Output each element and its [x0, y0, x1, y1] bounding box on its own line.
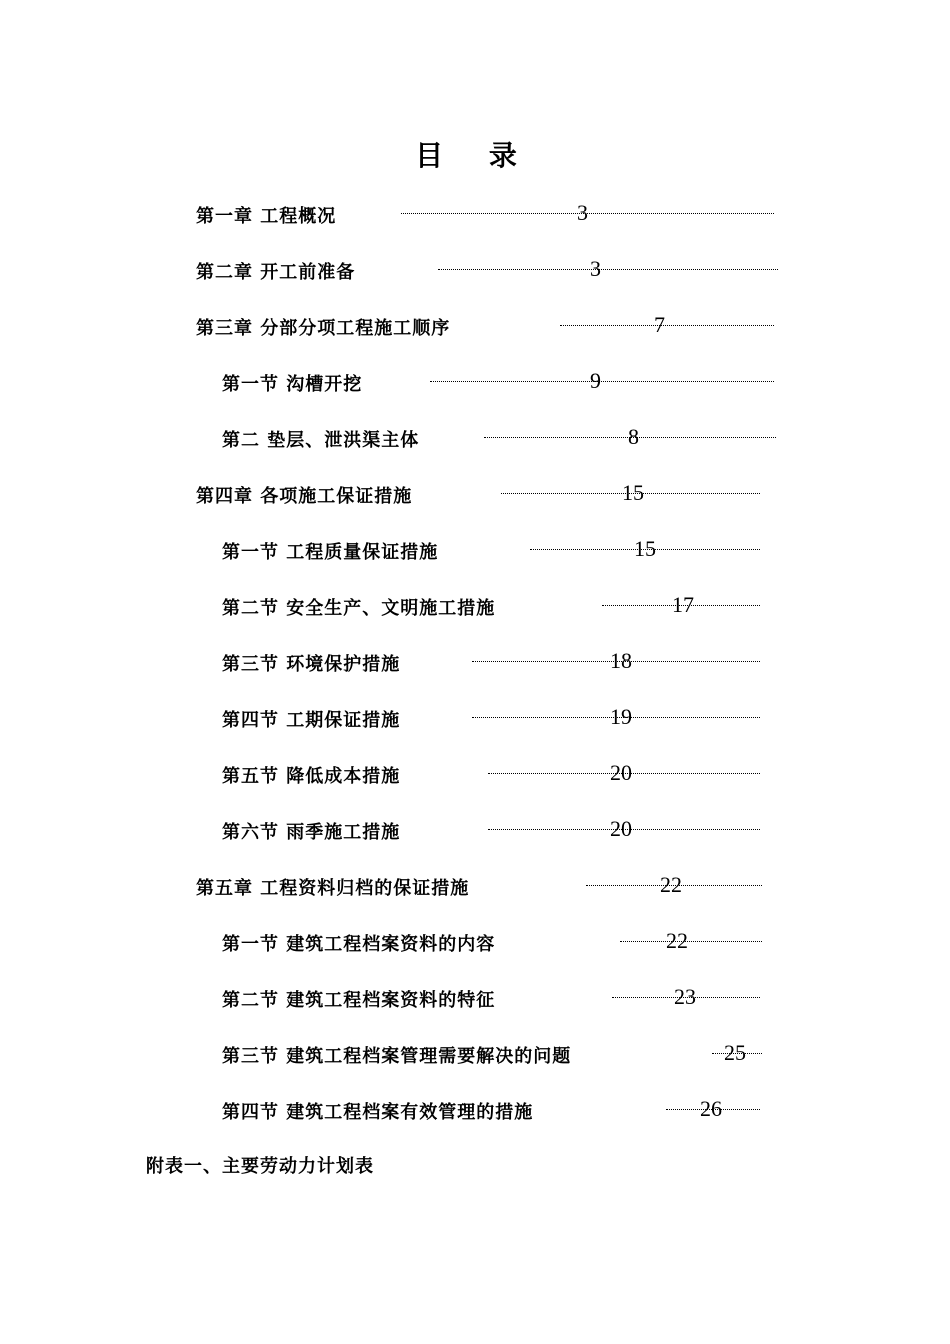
toc-entry-label: 第三章 分部分项工程施工顺序 [196, 318, 451, 339]
toc-entry-label: 第四节 工期保证措施 [222, 710, 401, 731]
toc-entry[interactable] [222, 644, 762, 680]
toc-entry-label: 第一节 工程质量保证措施 [222, 542, 439, 563]
toc-entry[interactable] [222, 700, 762, 736]
toc-entry-label: 第一节 沟槽开挖 [222, 374, 363, 395]
toc-title: 目 录 [415, 139, 535, 172]
toc-entry-page: 15 [622, 480, 644, 505]
toc-entry-label: 第五节 降低成本措施 [222, 766, 401, 787]
toc-entry[interactable] [222, 924, 764, 960]
toc-entry-page: 22 [666, 928, 688, 953]
toc-entry[interactable] [222, 756, 762, 792]
toc-entry[interactable] [222, 1036, 764, 1072]
toc-entry-page: 20 [610, 760, 632, 785]
toc-entry-page: 22 [660, 872, 682, 897]
toc-leader-dots [438, 269, 778, 270]
toc-entry[interactable] [196, 196, 776, 232]
toc-entry-page: 3 [577, 200, 588, 225]
toc-entry-page: 9 [590, 368, 601, 393]
toc-entry-label: 第一节 建筑工程档案资料的内容 [222, 934, 496, 955]
toc-entry-page: 7 [654, 312, 665, 337]
toc-entry[interactable] [222, 420, 778, 456]
toc-entry-page: 3 [590, 256, 601, 281]
toc-entry-page: 17 [672, 592, 694, 617]
toc-entry-label: 第四节 建筑工程档案有效管理的措施 [222, 1102, 534, 1123]
toc-entry-label: 第三节 建筑工程档案管理需要解决的问题 [222, 1046, 572, 1067]
toc-entry[interactable] [196, 868, 764, 904]
toc-entry-label: 第二 垫层、泄洪渠主体 [222, 430, 420, 451]
toc-entry[interactable] [196, 476, 762, 512]
toc-entry[interactable] [222, 364, 776, 400]
toc-entry-label: 第二节 建筑工程档案资料的特征 [222, 990, 496, 1011]
toc-leader-dots [560, 325, 774, 326]
toc-entry-label: 第四章 各项施工保证措施 [196, 486, 413, 507]
toc-entry-label: 第三节 环境保护措施 [222, 654, 401, 675]
toc-entry[interactable] [196, 252, 778, 288]
toc-entry-page: 26 [700, 1096, 722, 1121]
toc-entry-page: 18 [610, 648, 632, 673]
toc-entry[interactable] [222, 588, 762, 624]
toc-leader-dots [620, 941, 762, 942]
toc-entry-label: 第二章 开工前准备 [196, 262, 356, 283]
toc-entry[interactable] [222, 1092, 762, 1128]
toc-entry-page: 23 [674, 984, 696, 1009]
toc-entry-page: 25 [724, 1040, 746, 1065]
toc-entry-label: 第六节 雨季施工措施 [222, 822, 401, 843]
toc-leader-dots [430, 381, 774, 382]
toc-entry-label: 第一章 工程概况 [196, 206, 337, 227]
appendix-entry[interactable]: 附表一、主要劳动力计划表 [146, 1156, 374, 1177]
toc-entry-label: 第二节 安全生产、文明施工措施 [222, 598, 496, 619]
toc-entry[interactable] [222, 532, 762, 568]
toc-entry-page: 15 [634, 536, 656, 561]
toc-entry-page: 8 [628, 424, 639, 449]
toc-entry[interactable] [222, 812, 762, 848]
toc-entry[interactable] [222, 980, 762, 1016]
toc-entry-label: 第五章 工程资料归档的保证措施 [196, 878, 470, 899]
toc-entry-page: 20 [610, 816, 632, 841]
toc-entry[interactable] [196, 308, 776, 344]
toc-entry-page: 19 [610, 704, 632, 729]
